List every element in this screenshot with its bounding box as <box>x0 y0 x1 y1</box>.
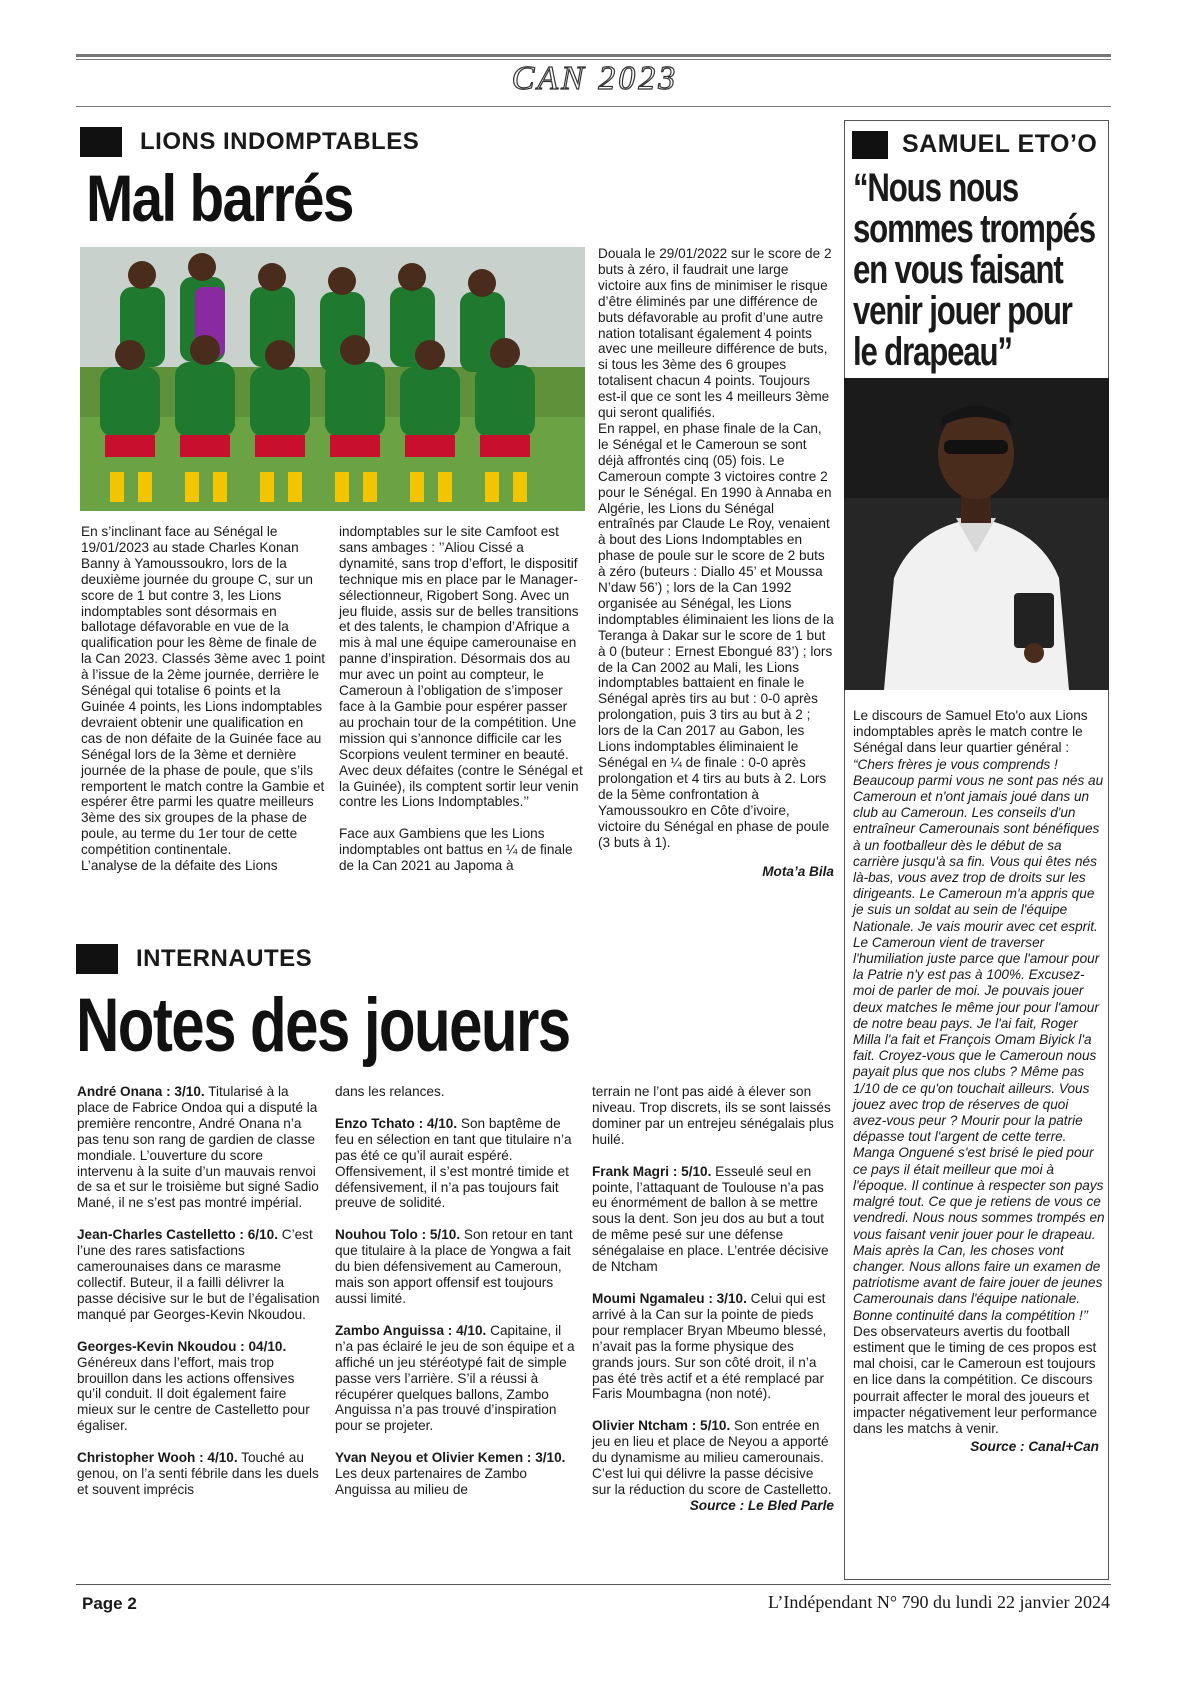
player-rating-name: André Onana : 3/10. <box>77 1084 205 1099</box>
player-rating <box>77 1450 321 1498</box>
player-rating-text: Esseulé seul en pointe, l’attaquant de Toulouse n’a pas eu énormément de ballon à se mettre sous la dent. Son jeu dos au but a tout de même pesé sur une défense sénégalaise en place. L’entrée décisive de Ntcham <box>592 1163 829 1275</box>
team-photo-illustration <box>80 247 585 511</box>
player-rating-name: Yvan Neyou et Olivier Kemen : 3/10. <box>335 1450 566 1466</box>
player-rating <box>77 1227 321 1322</box>
sidebar-outro: Des observateurs avertis du football estiment que le timing de ces propos est mal choisi, car le Cameroun est toujours en lice dans la compétition. Ce discours pourrait affecter le moral des joueurs et impacter négativement leur performance dans les matchs à venir. <box>853 1323 1098 1436</box>
quote-line: en vous faisant <box>853 248 1063 292</box>
eto-photo <box>844 378 1109 690</box>
player-rating-name: Enzo Tchato : 4/10. <box>335 1115 458 1131</box>
team-photo <box>80 247 585 511</box>
player-rating-text: dans les relances. <box>335 1084 445 1099</box>
player-rating-text: Son entrée en jeu en lieu et place de Neyou a apporté du dynamisme au milieu camerounais. C’est lui qui délivre la passe décisive sur la réduction du score de Castelletto. <box>592 1418 832 1497</box>
player-rating-text: Celui qui est arrivé à la Can sur la pointe de pieds pour remplacer Bryan Mbeumo blessé, n’avait pas la forme physique des grands jours. Sur son côté droit, il n’a pas été très actif et a été remplacé par Faris Moumbagna (non noté). <box>592 1290 827 1402</box>
player-rating <box>592 1164 834 1275</box>
player-rating <box>77 1084 321 1211</box>
page-number: Page 2 <box>82 1594 137 1613</box>
player-rating <box>592 1291 834 1402</box>
article1-paragraph: Face aux Gambiens que les Lions indomptables ont battus en ¼ de finale de la Can 2021 au Japoma à <box>339 826 573 874</box>
sidebar-kicker-text: SAMUEL ETO’O <box>902 130 1098 158</box>
issue-line: L’Indépendant N° 790 du lundi 22 janvier 2024 <box>768 1592 1110 1612</box>
player-rating-text: Titularisé à la place de Fabrice Ondoa qui a disputé la première rencontre, André Onana n’a pas tenu son rang de gardien de classe mondiale. L’ouverture du score intervenu à la suite d’un mauvais renvoi de sa et sur le troisième but signé Sadio Mané, il ne s’est pas montré impérial. <box>77 1084 319 1211</box>
player-rating-text: Généreux dans l’effort, mais trop brouillon dans les actions offensives qu’il conduit. Il doit également faire mieux sur le centre de Castelletto pour égaliser. <box>77 1354 310 1434</box>
player-rating <box>335 1323 579 1434</box>
kicker-square-icon <box>852 131 888 159</box>
article1-author: Mota’a Bila <box>762 864 834 880</box>
section-masthead: CAN 2023 <box>511 60 679 97</box>
sidebar-text <box>853 708 1105 1455</box>
article1-kicker-text: LIONS INDOMPTABLES <box>140 128 420 155</box>
article2-column-2 <box>335 1084 579 1498</box>
player-rating-name: Georges-Kevin Nkoudou : 04/10. <box>77 1338 287 1354</box>
article2-column-3 <box>592 1084 834 1514</box>
player-rating-text: Son retour en tant que titulaire à la place de Yongwa a fait du bien défensivement au Cameroun, mais son apport offensif est toujours aussi limité. <box>335 1227 573 1306</box>
player-rating-text: Capitaine, il n’a pas éclairé le jeu de son équipe et a affiché un jeu stéréotypé fait de simple passe vers l’arrière. S’il a réussi à récupérer quelques ballons, Zambo Anguissa n’a pas trouvé d’inspiration pour se projeter. <box>335 1322 575 1434</box>
article2-kicker-text: INTERNAUTES <box>136 945 313 972</box>
kicker-square-icon <box>80 127 122 157</box>
header-rule-bottom <box>76 106 1111 107</box>
player-rating-name: Nouhou Tolo : 5/10. <box>335 1227 461 1243</box>
player-rating-text: terrain ne l’ont pas aidé à élever son niveau. Trop discrets, ils se sont laissés dominer par un entrejeu sénégalais plus huilé. <box>592 1084 834 1147</box>
player-rating-name: Christopher Wooh : 4/10. <box>77 1450 238 1466</box>
article2-kicker <box>76 944 312 974</box>
article1-kicker <box>80 127 419 157</box>
player-rating <box>592 1084 834 1148</box>
quote-line: venir jouer pour <box>853 289 1072 333</box>
article1-paragraph: En s’inclinant face au Sénégal le 19/01/2023 au stade Charles Konan Banny à Yamoussoukro, lors de la deuxième journée du groupe C, sur un score de 1 but contre 3, les Lions indomptables sont désormais en ballotage défavorable en vue de la qualification pour les 8ème de finale de la Can 2023. Classés 3ème avec 1 point à l’issue de la 2ème journée, derrière le Sénégal qui totalise 6 points et la Guinée 4 points, les Lions indomptables devraient obtenir une qualification en cas de non défaite de la Guinée face au Sénégal lors de la 3ème et dernière journée de la phase de poule, que s’ils remportent le match contre la Gambie et espérer être parmi les quatre meilleurs 3ème des six groupes de la phase de poule, au terme du 1er tour de cette compétition continentale. <box>81 524 326 858</box>
quote-line: le drapeau” <box>853 330 1012 374</box>
sidebar-body <box>853 708 1105 1437</box>
player-rating-name: Zambo Anguissa : 4/10. <box>335 1322 487 1338</box>
article1-column-2 <box>339 524 585 874</box>
player-rating-text: Touché au genou, on l’a senti fébrile dans les duels et souvent imprécis <box>77 1450 319 1497</box>
article2-column-1 <box>77 1084 321 1498</box>
player-rating <box>77 1339 321 1434</box>
footer-rule <box>76 1584 1111 1585</box>
player-rating <box>335 1227 579 1307</box>
sidebar-source: Source : Canal+Can <box>970 1439 1099 1455</box>
article2-source: Source : Le Bled Parle <box>689 1497 834 1513</box>
player-rating-name: Jean-Charles Castelletto : 6/10. <box>77 1227 278 1243</box>
article1-paragraph: L’analyse de la défaite des Lions <box>81 858 278 874</box>
sidebar-speech: “Chers frères je vous comprends ! Beaucoup parmi vous ne sont pas nés au Cameroun et n'ont jamais joué dans un club au Cameroun. Les conseils d'un entraîneur Camerounais sont bénéfiques à un footballeur dès le début de sa carrière jusqu'à sa fin. Vous qui êtes nés là-bas, vous avez trop de droits sur les dirigeants. Le Cameroun m'a appris que je suis un soldat au sein de l'équipe Nationale. Je vais mourir avec cet esprit. Le Cameroun vient de traverser l'humiliation juste parce que l'amour pour la Patrie n'y est pas à 100%. Excusez-moi de parler de moi. Je pouvais jouer deux matches le même jour pour l'amour de notre beau pays. Je l'ai fait, Roger Milla l'a fait et François Omam Biyick l'a fait. Croyez-vous que le Cameroun nous payait plus que nos clubs ? Même pas 1/10 de ce qu'on touchait ailleurs. Vous jouez avec trop de réserves de quoi avez-vous peur ? Mourir pour la patrie dépasse tout l'argent de cette terre. Manga Onguené s'est brisé le pied pour ce pays il était meilleur que moi à l'époque. Il continue à respecter son pays malgré tout. Ce que je retiens de vous ce vendredi. Nous nous sommes trompés en vous faisant venir jouer pour le drapeau. Mais après la Can, les choses vont changer. Nous allons faire un examen de patriotisme avant de faire jouer de jeunes Camerounais dans l'équipe nationale. Bonne continuité dans la compétition !’’ <box>853 756 1105 1323</box>
sidebar-quote <box>853 168 1095 373</box>
player-rating-name: Moumi Ngamaleu : 3/10. <box>592 1290 747 1306</box>
article1-paragraph: En rappel, en phase finale de la Can, le Sénégal et le Cameroun se sont déjà affrontés cinq (05) fois. Le Cameroun compte 3 victoires contre 2 pour le Sénégal. En 1990 à Annaba en Algérie, les Lions du Sénégal entraînés par Claude Le Roy, venaient à bout des Lions Indomptables en phase de poule sur le score de 2 buts à zéro (buteurs : Diallo 45’ et Moussa N’daw 56’) ; lors de la Can 1992 organisée au Sénégal, les Lions indomptables éliminaient les lions de la Teranga à Dakar sur le score de 1 but à 0 (buteur : Ernest Ebongué 83’) ; lors de la Can 2002 au Mali, les Lions indomptables battaient en finale le Sénégal après tirs au but : 0-0 après prolongation, puis 3 tirs au but à 2 ; lors de la Can 2017 au Gabon, les Lions indomptables éliminaient le Sénégal en ¼ de finale : 0-0 après prolongation et 4 tirs au buts à 2. Lors de la 5ème confrontation à Yamoussoukro en Côte d’ivoire, victoire du Sénégal en phase de poule (3 buts à 1). <box>598 420 834 850</box>
player-rating-name: Frank Magri : 5/10. <box>592 1163 712 1179</box>
sidebar-intro: Le discours de Samuel Eto'o aux Lions indomptables après le match contre le Sénégal dans leur quartier général : <box>853 708 1088 756</box>
article1-paragraph: Douala le 29/01/2022 sur le score de 2 buts à zéro, il faudrait une large victoire aux fins de minimiser le risque d’être éliminés par une différence de buts défavorable au profit d’une autre nation totalisant également 4 points avec une meilleure différence de buts, si tous les 3ème des 6 groupes totalisent chacun 4 points. Toujours est-il que ce sont les 4 meilleurs 3ème qui seront qualifiés. <box>598 246 832 421</box>
player-rating-text: Son baptême de feu en sélection en tant que titulaire n’a pas été ce qu’il aurait espéré. Offensivement, il s’est montré timide et défensivement, il n’a pas toujours fait preuve de solidité. <box>335 1115 572 1211</box>
article2-title: Notes des joueurs <box>76 983 570 1068</box>
quote-line: “Nous nous <box>853 166 1019 210</box>
article1-title: Mal barrés <box>86 161 353 235</box>
player-rating-text: C’est l’une des rares satisfactions camerounaises dans ce marasme collectif. Buteur, il a failli délivrer la passe décisive sur le but de l’égalisation manqué par Georges-Kevin Nkoudou. <box>77 1227 320 1322</box>
article1-column-3 <box>598 246 834 880</box>
kicker-square-icon <box>76 944 118 974</box>
sidebar-kicker <box>852 130 1097 159</box>
header-rule-top <box>76 54 1111 57</box>
player-rating-name: Olivier Ntcham : 5/10. <box>592 1418 731 1434</box>
quote-line: sommes trompés <box>853 207 1095 251</box>
player-rating <box>592 1418 834 1498</box>
player-rating <box>335 1116 579 1211</box>
player-rating-text: Les deux partenaires de Zambo Anguissa au milieu de <box>335 1466 527 1498</box>
article1-paragraph: indomptables sur le site Camfoot est sans ambages : ’’Aliou Cissé a dynamité, sans trop d’effort, le dispositif technique mis en place par le Manager-sélectionneur, Rigobert Song. Avec un jeu fluide, assis sur de belles transitions et des talents, le champion d’Afrique a mis à mal une équipe camerounaise en panne d’inspiration. Désormais dos au mur avec un point au compteur, le Cameroun à l’obligation de s’imposer face à la Gambie pour espérer passer au prochain tour de la compétition. Une mission qui s’annonce difficile car les Scorpions veulent terminer en beauté. Avec deux défaites (contre le Sénégal et la Guinée), ils comptent sortir leur venin contre les Lions Indomptables.’’ <box>339 524 583 810</box>
player-rating <box>335 1084 579 1100</box>
player-rating <box>335 1450 579 1498</box>
eto-photo-illustration <box>844 378 1109 690</box>
article1-column-1 <box>81 524 327 874</box>
